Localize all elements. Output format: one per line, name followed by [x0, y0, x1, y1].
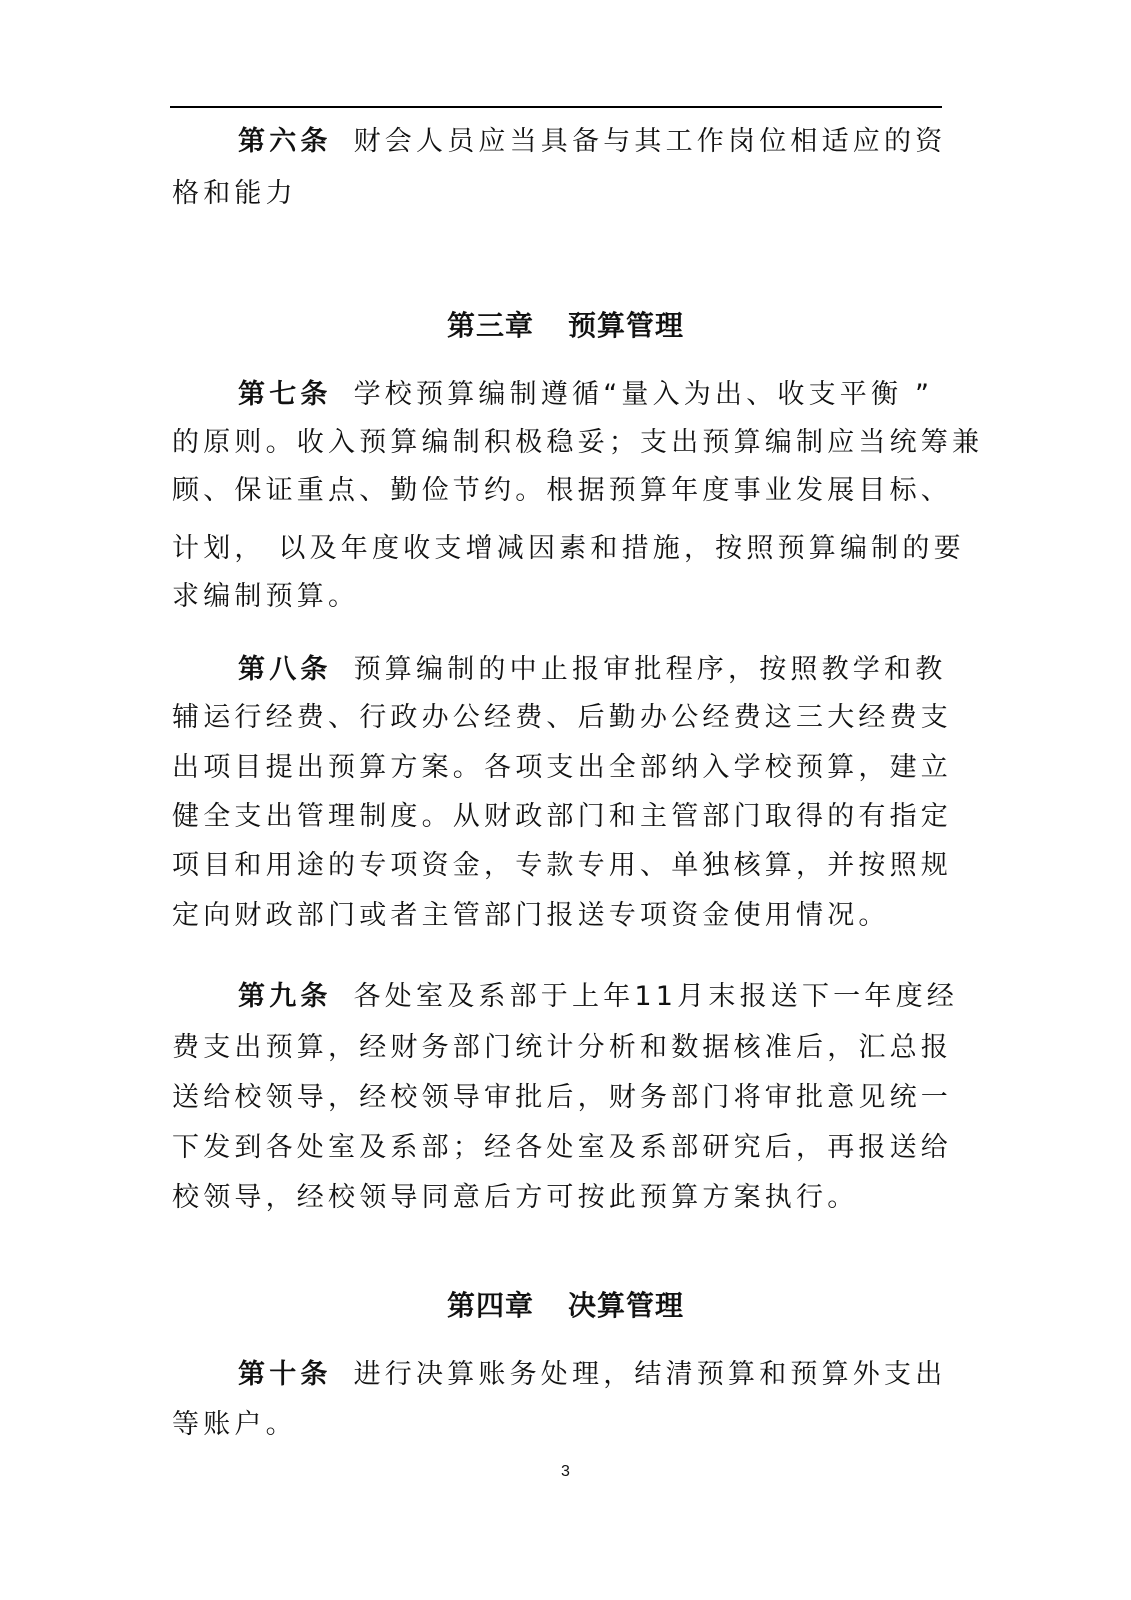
article-6 — [172, 124, 947, 212]
article-line: 定向财政部门或者主管部门报送专项资金使用情况。 — [172, 900, 890, 931]
article-line: 的原则。收入预算编制积极稳妥；支出预算编制应当统筹兼 — [172, 427, 984, 458]
article-text: 财会人员应当具备与其工作岗位相适应的资 — [353, 126, 947, 157]
article-line: 送给校领导，经校领导审批后，财务部门将审批意见统一 — [172, 1082, 952, 1113]
article-line: 项目和用途的专项资金，专款专用、单独核算，并按照规 — [172, 850, 952, 881]
article-line: 出项目提出预算方案。各项支出全部纳入学校预算，建立 — [172, 752, 952, 783]
article-9 — [172, 979, 958, 1216]
article-line: 费支出预算，经财务部门统计分析和数据核准后，汇总报 — [172, 1032, 952, 1063]
article-label: 第六条 — [238, 126, 332, 157]
article-line — [172, 124, 947, 176]
chapter-number: 第三章 — [446, 309, 534, 342]
article-line: 辅运行经费、行政办公经费、后勤办公经费这三大经费支 — [172, 702, 952, 733]
article-text: 各处室及系部于上年11月末报送下一年度经 — [353, 981, 958, 1012]
article-line: 求编制预算。 — [172, 581, 360, 612]
article-10 — [172, 1357, 947, 1443]
article-line: 计划， 以及年度收支增减因素和措施，按照预算编制的要 — [172, 533, 965, 564]
article-text: 学校预算编制遵循“量入为出、收支平衡 ” — [353, 379, 934, 410]
article-7 — [172, 377, 984, 615]
article-line: 格和能力 — [172, 178, 297, 209]
article-line: 健全支出管理制度。从财政部门和主管部门取得的有指定 — [172, 801, 952, 832]
article-line — [172, 377, 942, 425]
chapter-heading — [0, 306, 1131, 346]
chapter-title: 决算管理 — [568, 1289, 685, 1322]
article-line: 校领导，经校领导同意后方可按此预算方案执行。 — [172, 1182, 859, 1213]
page-number: 3 — [561, 1463, 570, 1480]
article-label: 第十条 — [238, 1359, 332, 1390]
chapter-title: 预算管理 — [568, 309, 685, 342]
header-rule — [170, 106, 942, 108]
article-text: 进行决算账务处理，结清预算和预算外支出 — [353, 1359, 947, 1390]
article-line — [172, 979, 958, 1030]
article-line: 等账户。 — [172, 1409, 297, 1440]
article-line — [172, 652, 947, 700]
article-label: 第九条 — [238, 981, 332, 1012]
article-line: 下发到各处室及系部；经各处室及系部研究后，再报送给 — [172, 1132, 952, 1163]
article-text: 预算编制的中止报审批程序，按照教学和教 — [353, 654, 947, 685]
article-8 — [172, 652, 952, 934]
article-label: 第八条 — [238, 654, 332, 685]
article-label: 第七条 — [238, 379, 332, 410]
article-line — [172, 1357, 947, 1407]
chapter-heading — [0, 1286, 1131, 1326]
article-line: 顾、保证重点、勤俭节约。根据预算年度事业发展目标、 — [172, 475, 952, 506]
chapter-number: 第四章 — [446, 1289, 534, 1322]
